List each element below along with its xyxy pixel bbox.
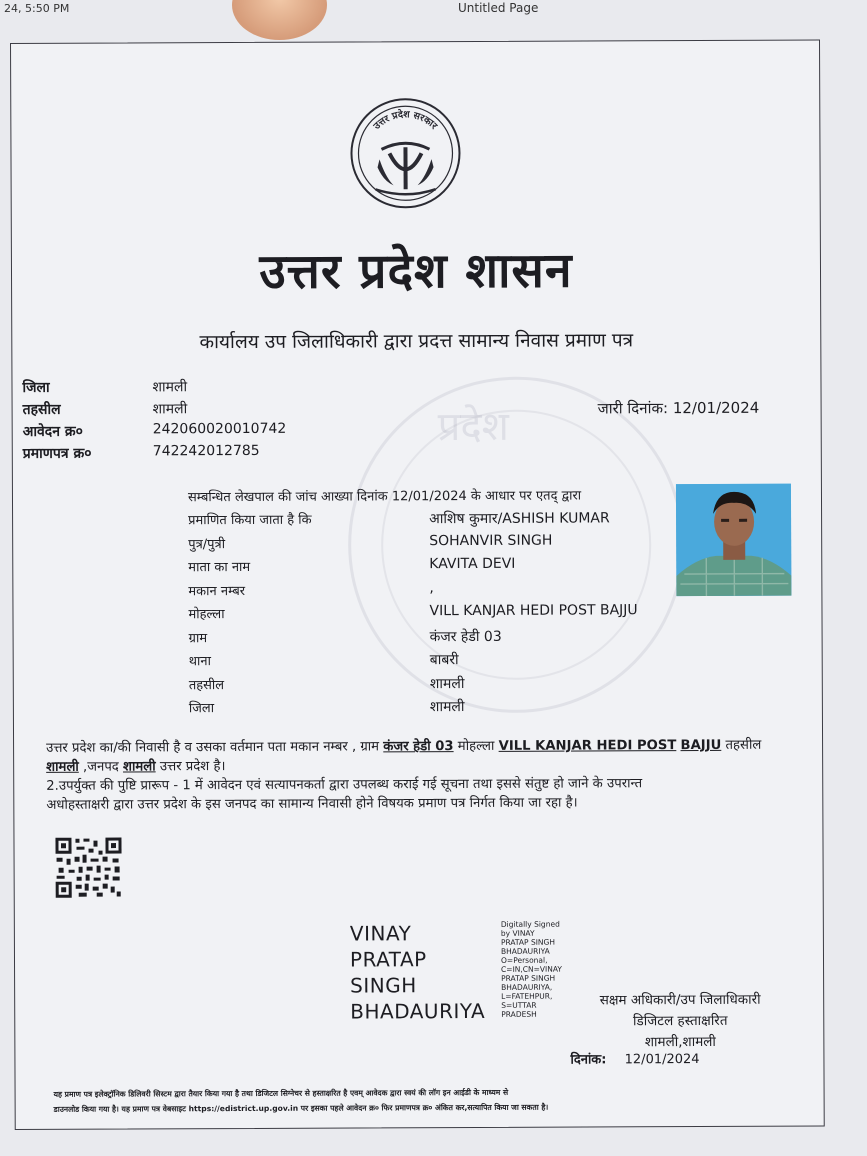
dsig-line: PRATAP SINGH <box>500 937 556 947</box>
detail-label: प्रमाणित किया जाता है कि <box>188 512 312 529</box>
dsig-line: O=Personal, <box>500 955 548 965</box>
detail-value: SOHANVIR SINGH <box>429 532 553 549</box>
meta-value: 742242012785 <box>152 442 260 460</box>
dsig-line: L=FATEHPUR, <box>501 991 553 1001</box>
detail-label: ग्राम <box>188 630 208 646</box>
issuing-authority <box>580 990 780 1054</box>
signer-name <box>350 920 485 1025</box>
meta-label: प्रमाणपत्र क्र० <box>22 445 92 462</box>
statement-text: तहसील <box>725 737 762 753</box>
detail-label: तहसील <box>188 677 225 693</box>
finger-shadow <box>232 0 327 40</box>
dsig-line: C=IN,CN=VINAY <box>501 964 563 974</box>
meta-value: शामली <box>152 401 188 418</box>
detail-label: मोहल्ला <box>188 607 225 623</box>
footer-note <box>54 1084 794 1117</box>
dsig-line: Digitally Signed <box>500 919 560 929</box>
detail-row <box>188 532 637 557</box>
authority-designation: सक्षम अधिकारी/उप जिलाधिकारी <box>599 991 761 1009</box>
residence-statement <box>46 736 786 815</box>
dsig-line: by VINAY <box>500 928 535 938</box>
signature-date <box>570 1049 699 1068</box>
digital-signature-details <box>501 920 581 1019</box>
detail-row <box>188 508 637 533</box>
detail-row <box>188 602 637 627</box>
statement-janpad: शामली <box>122 759 156 775</box>
detail-label: जिला <box>188 701 215 717</box>
browser-print-time: 24, 5:50 PM <box>4 2 70 15</box>
signature-date-label: दिनांक: <box>570 1052 607 1068</box>
detail-row <box>189 626 638 651</box>
statement-text: ,जनपद <box>82 759 119 775</box>
dsig-line: BHADAURIYA, <box>501 982 553 992</box>
meta-row-application-no <box>23 420 453 444</box>
signer-name-line: VINAY <box>349 921 412 946</box>
meta-row-tehsil <box>23 398 453 422</box>
statement-mohalla: VILL KANJAR HEDI POST <box>498 738 677 754</box>
detail-value: आशिष कुमार/ASHISH KUMAR <box>429 510 610 528</box>
report-intro: सम्बन्धित लेखपाल की जांच आख्या दिनांक 12/01/2024 के आधार पर एतद् द्वारा <box>187 488 582 506</box>
dsig-line: BHADAURIYA <box>500 946 550 956</box>
footer-line: डाउनलोड किया गया है। यह प्रमाण पत्र वेबसाइट https://edistrict.up.gov.in पर इसका पहले आवेदन क्र० फिर प्रमाणपत्र क्र० अंकित कर,सत्यापित किया जा सकता है। <box>53 1102 549 1114</box>
svg-text:उत्तर प्रदेश सरकार <box>371 108 440 133</box>
issue-date <box>598 398 760 419</box>
statement-text: उत्तर प्रदेश है। <box>159 759 226 775</box>
detail-value: शामली <box>429 699 465 716</box>
certificate-subtitle: कार्यालय उप जिलाधिकारी द्वारा प्रदत्त सामान्य निवास प्रमाण पत्र <box>199 329 634 354</box>
statement-text: मोहल्ला <box>457 738 495 755</box>
detail-row <box>188 579 637 604</box>
statement-mohalla: BAJJU <box>680 737 722 754</box>
certificate-meta <box>22 376 452 466</box>
applicant-details <box>188 508 638 721</box>
footer-line: यह प्रमाण पत्र इलेक्ट्रॉनिक डिलिवरी सिस्टम द्वारा तैयार किया गया है तथा डिजिटल सिग्नेचर से हस्ताक्षरित है एवम् आवेदक द्वारा स्वयं की लॉग इन आईडी के माध्यम से <box>53 1087 509 1099</box>
meta-label: जिला <box>22 379 50 396</box>
detail-label: मकान नम्बर <box>188 583 246 599</box>
detail-value: KAVITA DEVI <box>429 555 516 573</box>
meta-row-district <box>22 376 452 400</box>
detail-value: , <box>429 579 434 596</box>
detail-value: VILL KANJAR HEDI POST BAJJU <box>429 602 638 620</box>
signer-name-line: PRATAP <box>349 947 427 972</box>
detail-label: माता का नाम <box>188 559 251 576</box>
detail-value: बाबरी <box>429 652 459 669</box>
signer-name-line: SINGH <box>350 973 417 998</box>
authority-location: शामली,शामली <box>644 1033 716 1051</box>
dsig-line: PRADESH <box>501 1009 537 1019</box>
qr-code-icon[interactable] <box>54 837 122 899</box>
statement-line-2: 2.उपर्युक्त की पुष्टि प्रारूप - 1 में आवेदन एवं सत्यापनकर्ता द्वारा उपलब्ध कराई गई सूचना तथा इससे संतुष्ट हो जाने के उपरान्त <box>46 776 643 794</box>
detail-row <box>189 696 638 721</box>
detail-row <box>189 673 638 698</box>
detail-value: कंजर हेडी 03 <box>429 628 502 645</box>
detail-value: शामली <box>429 675 465 692</box>
meta-label: तहसील <box>22 401 61 418</box>
signer-name-line: BHADAURIYA <box>350 998 486 1024</box>
detail-row <box>188 555 637 580</box>
browser-page-title: Untitled Page <box>458 1 539 15</box>
detail-label: पुत्र/पुत्री <box>188 536 226 552</box>
emblem-arc-text: उत्तर प्रदेश सरकार <box>371 109 440 132</box>
statement-line-3: अधोहस्ताक्षरी द्वारा उत्तर प्रदेश के इस जनपद का सामान्य निवासी होने विषयक प्रमाण पत्र निर्गत किया जा रहा है। <box>46 795 578 813</box>
up-government-emblem-icon <box>349 97 461 209</box>
meta-row-certificate-no <box>23 442 453 466</box>
meta-value: 242060020010742 <box>152 420 287 438</box>
dsig-line: S=UTTAR <box>501 1000 537 1010</box>
detail-label: थाना <box>188 654 211 670</box>
issue-date-label: जारी दिनांक: <box>597 399 669 418</box>
detail-row <box>189 649 638 674</box>
statement-text: उत्तर प्रदेश का/की निवासी है व उसका वर्तमान पता मकान नम्बर , ग्राम <box>46 739 380 756</box>
meta-value: शामली <box>152 379 188 396</box>
watermark-text: प्रदेश <box>437 403 509 451</box>
meta-label: आवेदन क्र० <box>22 423 83 440</box>
statement-tehsil: शामली <box>46 759 79 775</box>
signature-date-value: 12/01/2024 <box>624 1052 700 1068</box>
statement-gram: कंजर हेडी 03 <box>383 739 454 755</box>
authority-signed: डिजिटल हस्ताक्षरित <box>632 1012 728 1030</box>
applicant-photo <box>676 484 791 597</box>
page-title: उत्तर प्रदेश शासन <box>259 242 573 300</box>
issue-date-value: 12/01/2024 <box>672 398 760 418</box>
certificate-page <box>10 39 825 1130</box>
dsig-line: PRATAP SINGH <box>501 973 556 983</box>
